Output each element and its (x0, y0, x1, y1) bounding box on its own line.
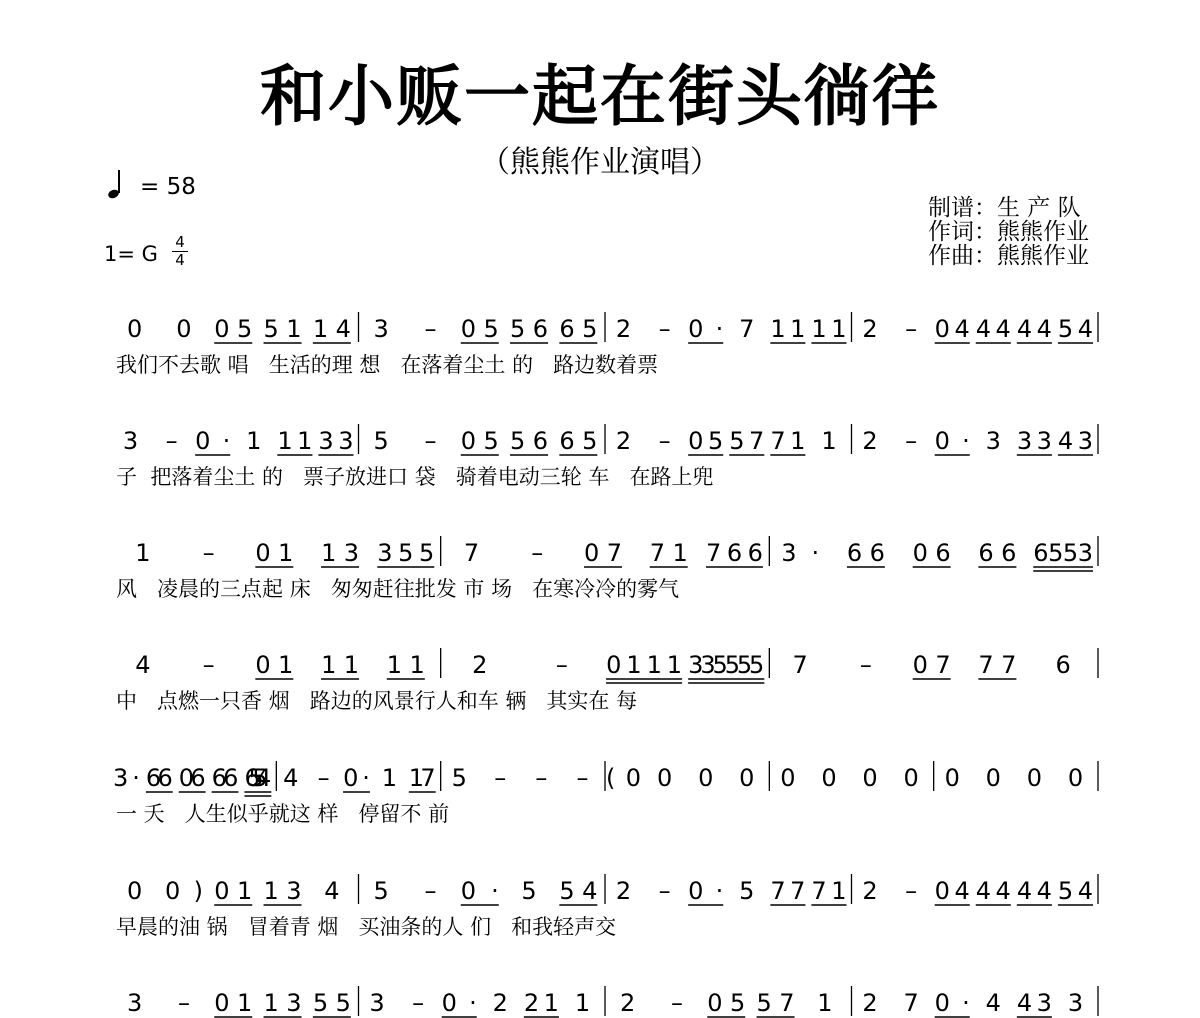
note-group: 66 (978, 539, 1017, 567)
note-group: 05 (460, 315, 499, 343)
note-group: 3· (113, 764, 140, 792)
note-group: 55 (312, 989, 351, 1017)
note-group: – (202, 651, 215, 679)
note-group: 1 (821, 427, 837, 455)
note-group: 6 (1055, 651, 1071, 679)
note-group: 44 (1016, 315, 1052, 343)
note-group: 57 (729, 427, 765, 455)
lyrics-line: 中 点燃一只香 烟 路边的风景行人和车 辆 其实在 每 (116, 689, 638, 713)
note-group: – (905, 427, 918, 455)
note-group: 2 (615, 427, 632, 455)
note-group: 65 (559, 427, 598, 455)
note-group: 43 (1016, 989, 1052, 1017)
note-group: 0· (934, 427, 970, 455)
note-group: 3· (781, 539, 820, 567)
note-group: 0 (780, 764, 796, 792)
note-group: 54 (1057, 877, 1094, 905)
lyrics-line: 风 凌晨的三点起 床 匆匆赶往批发 市 场 在寒冷冷的雾气 (116, 577, 680, 601)
note-group: – (658, 315, 671, 343)
note-group: 0111 (606, 651, 683, 679)
note-group: 54 (559, 877, 598, 905)
note-group: 0 (127, 877, 143, 905)
note-group: 0 (944, 764, 960, 792)
note-group: 2 (862, 427, 878, 455)
note-group: 0 (698, 764, 714, 792)
note-group: 33 (318, 427, 354, 455)
note-group: 66 (846, 539, 885, 567)
note-group: 0· (688, 877, 724, 905)
note-group: 54 (1057, 315, 1094, 343)
note-group: 0· (195, 427, 231, 455)
note-group: 4 (283, 764, 299, 792)
note-group: 5 (739, 877, 755, 905)
note-group: 0 (739, 764, 755, 792)
note-group: – (670, 989, 683, 1017)
note-group: 5 (521, 877, 537, 905)
note-group: 2 (862, 877, 878, 905)
note-group: 06 (912, 539, 951, 567)
note-group: 71 (811, 877, 847, 905)
note-group: 2 (492, 989, 508, 1017)
note-group: – (658, 877, 671, 905)
note-group: 0· (460, 877, 499, 905)
note-group: 3 (369, 989, 385, 1017)
note-group: – (905, 877, 918, 905)
note-group: 3 (127, 989, 143, 1017)
note-group: 04 (934, 315, 970, 343)
note-group: 5 (373, 877, 389, 905)
note-group: 1 (574, 989, 591, 1017)
note-group: 5 (373, 427, 389, 455)
note-group: 44 (1016, 877, 1052, 905)
note-group: – (531, 539, 544, 567)
note-group: – (412, 989, 425, 1017)
note-group: 0· (688, 315, 724, 343)
lyrics-line: 早晨的油 锅 冒着青 烟 买油条的人 们 和我轻声交 (116, 915, 617, 939)
note-group: 2 (472, 651, 488, 679)
note-group: (0 (606, 764, 642, 792)
note-group: 0) (164, 877, 203, 905)
note-group: 11 (321, 651, 360, 679)
performer-subtitle: （熊熊作业演唱） (480, 145, 720, 180)
note-group: 0· (343, 764, 370, 792)
note-group: 33 (1016, 427, 1052, 455)
note-group: 3 (373, 315, 389, 343)
note-group: 6554 (244, 764, 272, 792)
note-group: 65 (559, 315, 598, 343)
note-group: 0 (127, 315, 143, 343)
note-group: 11 (770, 315, 806, 343)
note-group: 77 (770, 877, 806, 905)
note-group: 0 (176, 315, 192, 343)
note-group: 11 (811, 315, 847, 343)
note-group: 07 (584, 539, 622, 567)
note-group: 43 (1057, 427, 1094, 455)
note-group: 0 (1026, 764, 1043, 792)
note-group: 0 (1067, 764, 1084, 792)
note-group: 01 (214, 877, 253, 905)
note-group: 66 (145, 764, 173, 792)
note-group: 71 (649, 539, 688, 567)
note-group: 14 (312, 315, 351, 343)
note-group: 355 (377, 539, 435, 567)
note-group: 7 (903, 989, 919, 1017)
note-group: – (317, 764, 330, 792)
note-group: 71 (770, 427, 806, 455)
note-group: 01 (214, 989, 253, 1017)
note-group: 2 (862, 989, 878, 1017)
note-group: 5 (451, 764, 467, 792)
note-group: 1 (381, 764, 398, 792)
note-group: 66 (211, 764, 239, 792)
note-group: 7 (463, 539, 480, 567)
credit-arranger: 制谱：生 产 队 (928, 195, 1081, 221)
note-group: 1 (135, 539, 151, 567)
note-group: 77 (978, 651, 1017, 679)
note-group: 05 (707, 989, 746, 1017)
note-group: 44 (975, 315, 1011, 343)
note-group: 05 (688, 427, 724, 455)
note-group: 2 (615, 877, 632, 905)
note-group: 1 (817, 989, 833, 1017)
note-group: 21 (523, 989, 559, 1017)
note-group: 3 (122, 427, 139, 455)
note-group: 44 (975, 877, 1011, 905)
note-group: 0· (441, 989, 477, 1017)
note-group: 1 (246, 427, 262, 455)
note-group: 6553 (1033, 539, 1093, 567)
note-group: 2 (620, 989, 636, 1017)
note-group: 4 (324, 877, 340, 905)
note-group: 17 (408, 764, 436, 792)
note-group: – (576, 764, 589, 792)
note-group: – (424, 315, 437, 343)
note-group: 01 (255, 539, 294, 567)
note-group: 04 (934, 877, 970, 905)
note-group: 05 (214, 315, 253, 343)
credit-lyricist: 作词：熊熊作业 (928, 219, 1089, 245)
note-group: 05 (460, 427, 499, 455)
note-group: – (424, 877, 437, 905)
note-group: 0 (821, 764, 837, 792)
note-group: 57 (756, 989, 795, 1017)
note-group: 2 (862, 315, 878, 343)
note-group: 3 (985, 427, 1001, 455)
credit-composer: 作曲：熊熊作业 (928, 243, 1089, 269)
note-group: – (859, 651, 872, 679)
note-group: – (177, 989, 190, 1017)
note-group: 13 (263, 877, 302, 905)
note-group: 0 (656, 764, 673, 792)
note-group: 4 (985, 989, 1001, 1017)
note-group: – (535, 764, 548, 792)
note-group: 07 (912, 651, 951, 679)
note-group: 0 (862, 764, 878, 792)
note-group: – (658, 427, 671, 455)
note-group: – (494, 764, 507, 792)
lyrics-line: 我们不去歌 唱 生活的理 想 在落着尘土 的 路边数着票 (116, 353, 659, 377)
tempo-value: = 58 (140, 174, 196, 200)
key-text: 1= G (104, 242, 158, 266)
note-group: 13 (263, 989, 302, 1017)
note-group: – (165, 427, 178, 455)
note-group: 11 (277, 427, 313, 455)
note-group: 06 (178, 764, 206, 792)
note-group: 0 (985, 764, 1001, 792)
note-group: 335555 (688, 651, 765, 679)
note-group: 56 (510, 315, 549, 343)
note-group: 01 (255, 651, 294, 679)
note-group: – (905, 315, 918, 343)
note-group: – (202, 539, 215, 567)
lyrics-line: 子 把落着尘土 的 票子放进口 袋 骑着电动三轮 车 在路上兜 (116, 465, 714, 489)
note-group: 0· (934, 989, 970, 1017)
note-group: 51 (263, 315, 302, 343)
lyrics-line: 一 夭 人生似乎就这 样 停留不 前 (116, 802, 450, 826)
note-group: 56 (510, 427, 549, 455)
note-group: 13 (321, 539, 360, 567)
time-signature-top: 4 (175, 233, 185, 251)
song-title: 和小贩一起在街头徜徉 (260, 58, 940, 135)
note-group: 11 (386, 651, 425, 679)
note-group: – (424, 427, 437, 455)
note-group: 7 (739, 315, 755, 343)
note-group: 766 (705, 539, 763, 567)
note-group: – (555, 651, 568, 679)
note-group: 2 (615, 315, 632, 343)
note-group: 3 (1067, 989, 1084, 1017)
time-signature-bottom: 4 (172, 251, 188, 269)
note-group: 7 (792, 651, 808, 679)
note-group: 4 (135, 651, 151, 679)
note-group: 0 (903, 764, 919, 792)
